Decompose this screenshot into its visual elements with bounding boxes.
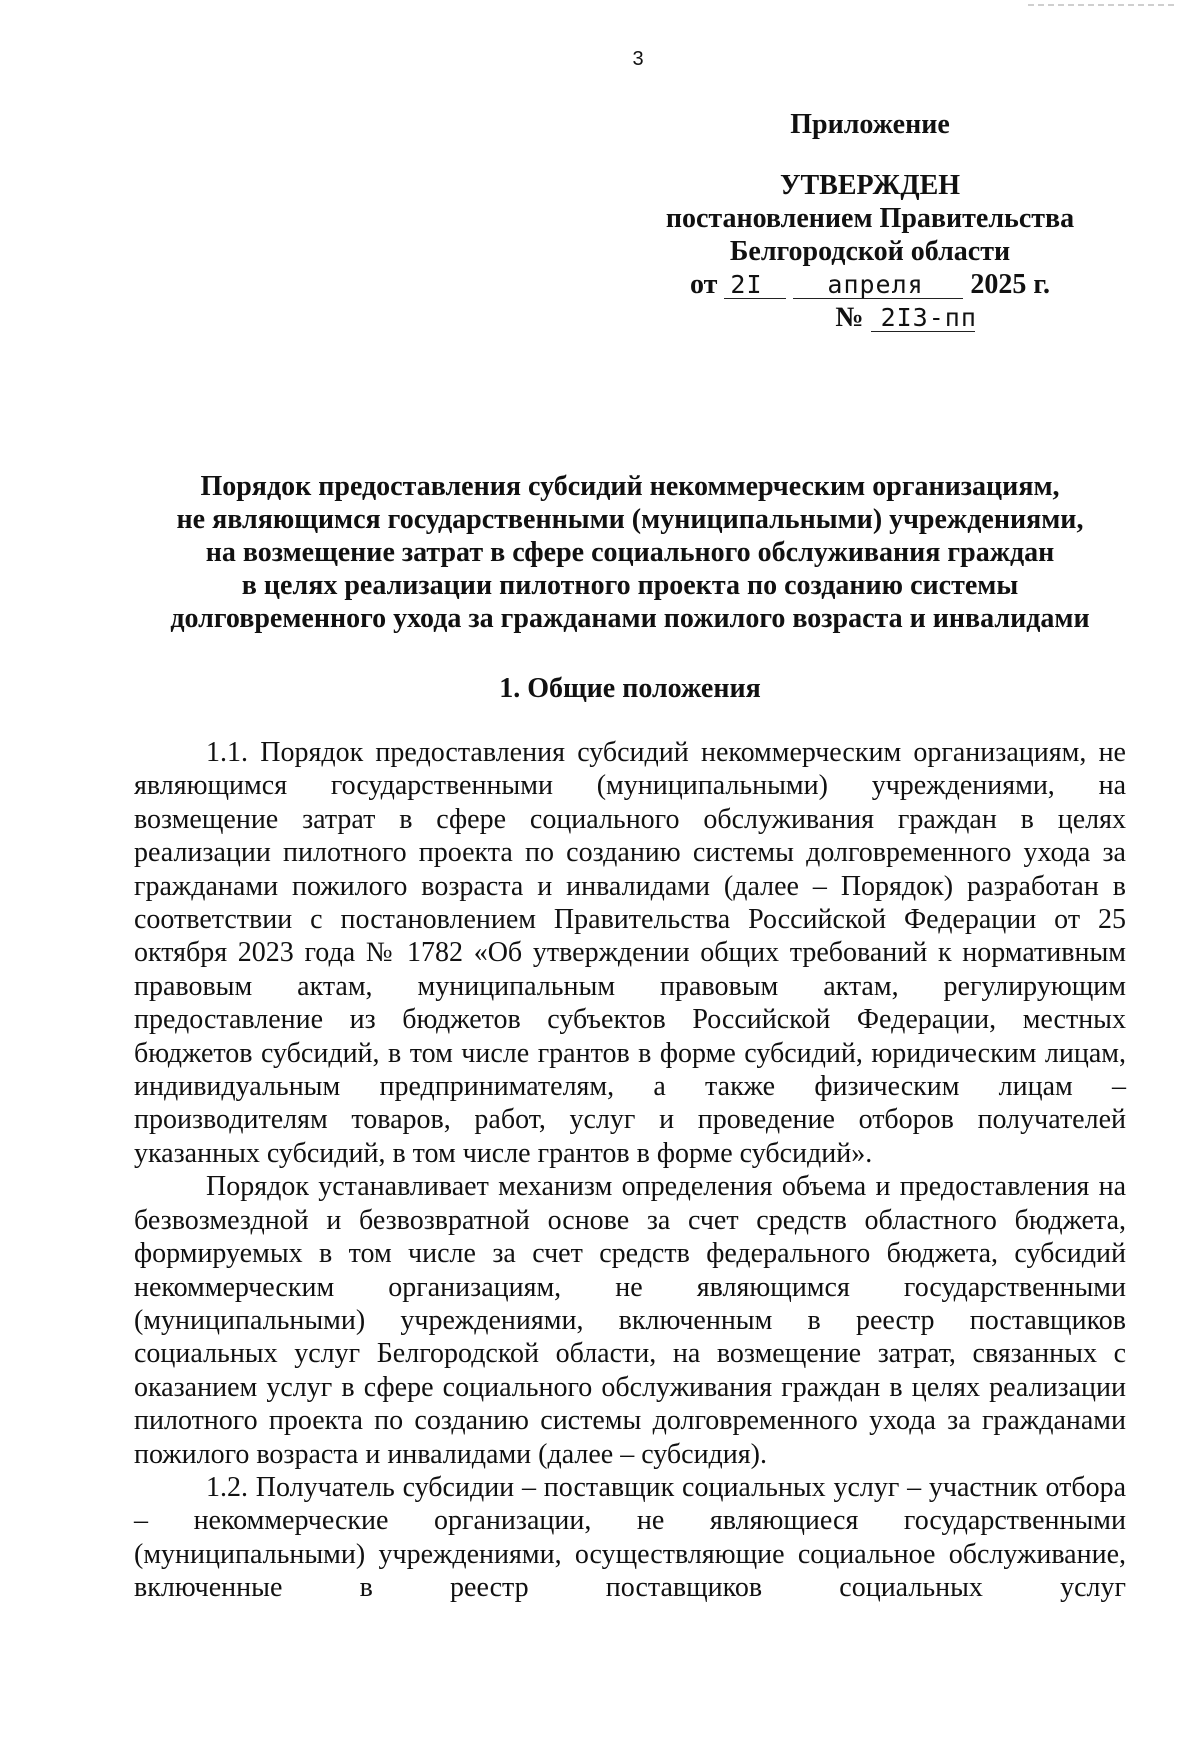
document-body (134, 736, 1126, 1605)
approval-line-1: постановлением Правительства (665, 203, 1075, 234)
date-month: апреля (793, 272, 963, 299)
approval-line-2: Белгородской области (729, 236, 1011, 267)
document-title (130, 470, 1130, 635)
title-line: в целях реализации пилотного проекта по созданию системы (241, 570, 1019, 601)
approval-number (835, 301, 977, 334)
paragraph: 1.2. Получатель субсидии – поставщик социальных услуг – участник отбора – некоммерческие организации, не являющиеся государственными (муниципальными) учреждениями, осуществляющие социальное обслуживание, включенные в реестр поставщиков социальных услуг (134, 1471, 1126, 1604)
date-day: 2I (724, 272, 786, 299)
approval-block (640, 108, 1100, 334)
number-prefix: № (835, 302, 864, 333)
approved-stamp-label: УТВЕРЖДЕН (779, 170, 961, 201)
section-heading: 1. Общие положения (499, 673, 761, 704)
title-line: долговременного ухода за гражданами пожилого возраста и инвалидами (170, 603, 1090, 634)
number-value: 2I3-пп (871, 305, 975, 332)
paragraph: 1.1. Порядок предоставления субсидий некоммерческим организациям, не являющимся государственными (муниципальными) учреждениями, на возмещение затрат в сфере социального обслуживания граждан в целях реализации пилотного проекта по созданию системы долговременного ухода за гражданами пожилого возраста и инвалидами (далее – Порядок) разработан в соответствии с постановлением Правительства Российской Федерации от 25 октября 2023 года № 1782 «Об утверждении общих требований к нормативным правовым актам, муниципальным правовым актам, регулирующим предоставление из бюджетов субъектов Российской Федерации, местных бюджетов субсидий, в том числе грантов в форме субсидий, юридическим лицам, индивидуальным предпринимателям, а также физическим лицам – производителям товаров, работ, услуг и проведение отборов получателей указанных субсидий, в том числе грантов в форме субсидий». (134, 737, 1126, 1169)
scan-artifact (1028, 4, 1178, 6)
title-line: не являющимся государственными (муниципальными) учреждениями, (176, 504, 1084, 535)
title-line: на возмещение затрат в сфере социального обслуживания граждан (205, 537, 1055, 568)
page-number: 3 (632, 48, 644, 70)
date-prefix: от (690, 269, 718, 300)
title-line: Порядок предоставления субсидий некоммерческим организациям, (200, 471, 1060, 502)
paragraph: Порядок устанавливает механизм определения объема и предоставления на безвозмездной и безвозвратной основе за счет средств областного бюджета, формируемых в том числе за счет средств федерального бюджета, субсидий некоммерческим организациям, не являющимся государственными (муниципальными) учреждениями, включенным в реестр поставщиков социальных услуг Белгородской области, на возмещение затрат, связанных с оказанием услуг в сфере социального обслуживания граждан в целях реализации пилотного проекта по созданию системы долговременного ухода за гражданами пожилого возраста и инвалидами (далее – субсидия). (134, 1171, 1126, 1470)
date-year: 2025 г. (970, 269, 1050, 300)
annex-label: Приложение (790, 109, 950, 140)
approval-date (690, 268, 1050, 301)
